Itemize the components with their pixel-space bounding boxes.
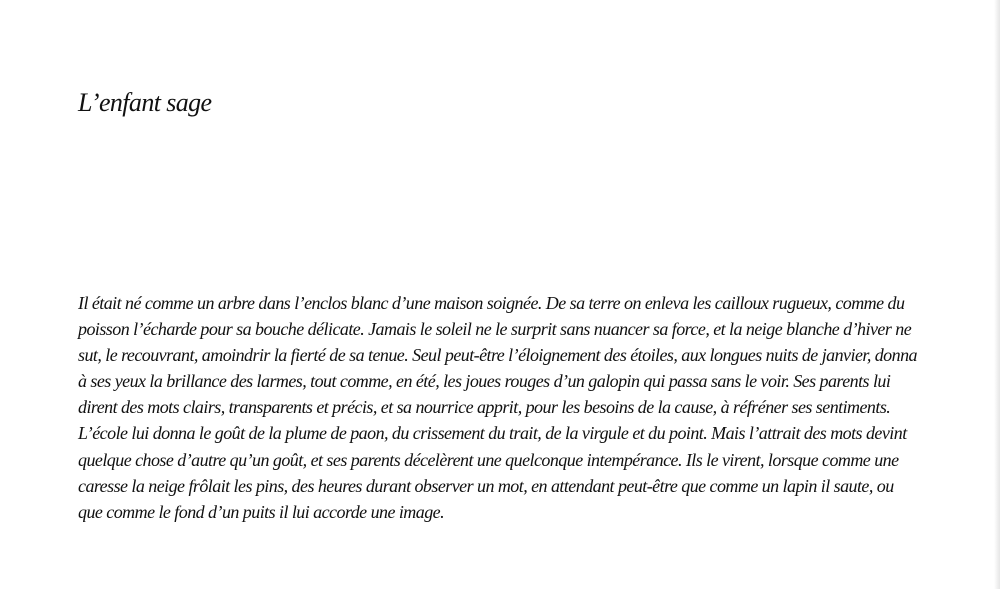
text-line: que comme le fond d’un puits il lui accorde une image. [78,501,445,522]
text-line: Il était né comme un arbre dans l’enclos blanc d’une maison soignée. De sa terre on enleva les cailloux rugueux, comme du [78,293,905,313]
body-paragraph [78,290,998,525]
text-line: à ses yeux la brillance des larmes, tout comme, en été, les joues rouges d’un galopin qui passa sans le voir. Ses parents lui [78,371,891,392]
text-line: dirent des mots clairs, transparents et précis, et sa nourrice apprit, pour les besoins de la cause, à réfréner ses sentiments. [78,397,891,418]
page-title: L’enfant sage [78,88,212,117]
text-line: poisson l’écharde pour sa bouche délicate. Jamais le soleil ne le surprit sans nuancer sa force, et la neige blanche d’hiver ne [78,319,912,340]
text-line: caresse la neige frôlait les pins, des heures durant observer un mot, en attendant peut-être que comme un lapin il saute, ou [78,475,894,496]
text-line: sut, le recouvrant, amoindrir la fierté de sa tenue. Seul peut-être l’éloignement des étoiles, aux longues nuits de janvier, donna [78,345,917,366]
text-line: L’école lui donna le goût de la plume de paon, du crissement du trait, de la virgule et du point. Mais l’attrait des mots devint [78,423,907,444]
page-edge-shadow [994,0,1000,589]
text-line: quelque chose d’autre qu’un goût, et ses parents décelèrent une quelconque intempérance. Ils le virent, lorsque comme une [78,449,899,470]
